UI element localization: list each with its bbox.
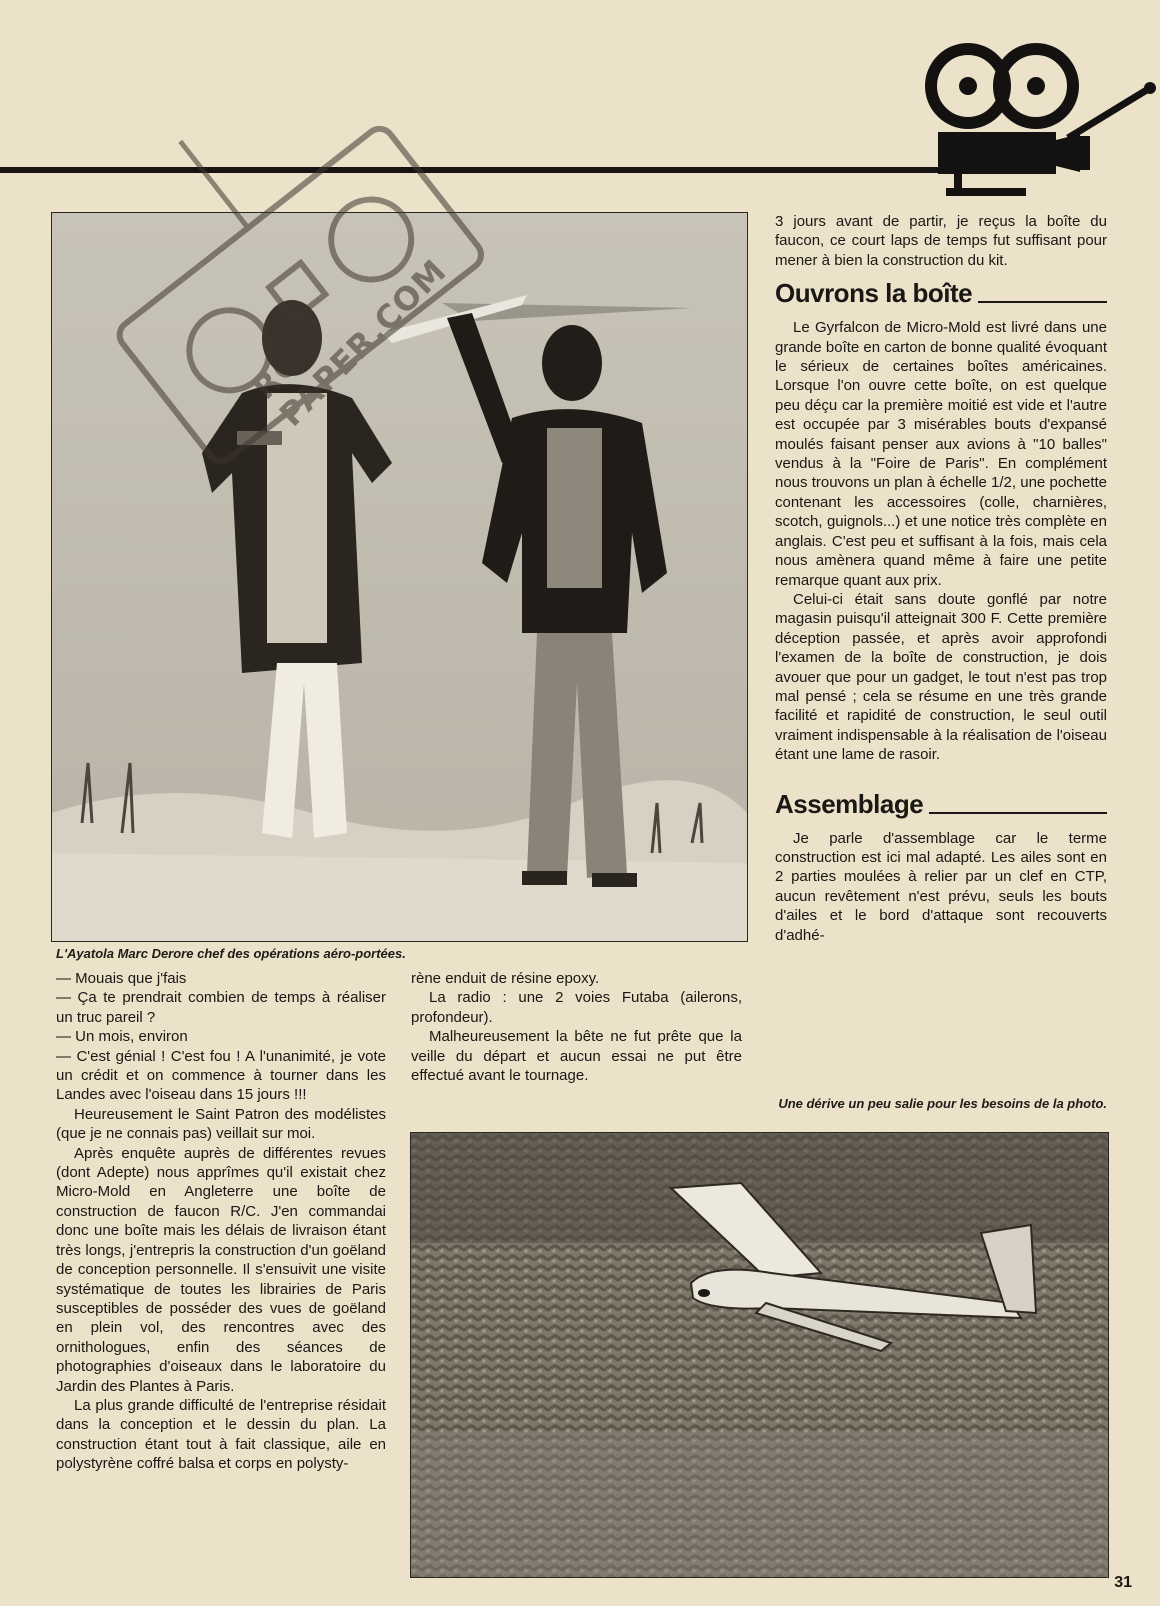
page-number: 31: [1114, 1574, 1132, 1591]
text-column-left: [56, 969, 386, 1474]
text-column-right: [775, 212, 1107, 945]
photo-glider: [410, 1132, 1109, 1578]
photo-caption: Une dérive un peu salie pour les besoins de la photo.: [778, 1096, 1107, 1111]
paragraph: La radio : une 2 voies Futaba (ailerons, profondeur).: [411, 989, 742, 1026]
heading-ouvrons: Ouvrons la boîte: [775, 278, 973, 309]
paragraph: Je parle d'assemblage car le terme construction est ici mal adapté. Les ailes sont en 2 parties moulées à relier par un clef en CTP, aucun revêtement n'est prévu, seuls les bouts d'ailes et le bord d'attaque sont recouverts d'adhé-: [775, 829, 1107, 944]
paragraph: 3 jours avant de partir, je reçus la boîte du faucon, ce court laps de temps fut suffisant pour mener à bien la construction du kit.: [775, 213, 1107, 269]
heading-rule: [978, 301, 1107, 303]
paragraph: Malheureusement la bête ne fut prête que la veille du départ et aucun essai ne put être effectué avant le tournage.: [411, 1028, 742, 1085]
paragraph: — Ça te prendrait combien de temps à réaliser un truc pareil ?: [56, 989, 386, 1026]
paragraph: Après enquête auprès de différentes revues (dont Adepte) nous apprîmes qu'il existait chez Micro-Mold en Angleterre une boîte de construction de faucon R/C. J'en commandai donc une boîte mais les délais de livraison étant très longs, j'entrepris la construction d'un goëland de conception personnelle. Il s'ensuivit une visite systématique de toutes les librairies de Paris susceptibles de posséder des vues de goëland en plein vol, des rencontres avec des ornithologues, enfin des séances de photographies d'oiseaux dans le laboratoire du Jardin des Plantes à Paris.: [56, 1144, 386, 1395]
text-column-middle: [411, 969, 742, 1085]
section-heading: [775, 278, 1107, 308]
film-camera-icon: [918, 40, 1158, 200]
radio-transmitter-icon: [80, 80, 510, 480]
paragraph: Le Gyrfalcon de Micro-Mold est livré dans une grande boîte en carton de bonne qualité évoquant le sérieux de certaines boîtes américaines. Lorsque l'on ouvre cette boîte, on est quelque peu déçu car la première moitié est vide et l'autre est occupée par 3 misérables bouts d'expansé moulés faisant penser aux avions à "10 balles" vendus à la "Foire de Paris". En complément nous trouvons un plan à échelle 1/2, une pochette contenant les accessoires (colle, charnières, scotch, guignols...) et une notice très complète en anglais. C'est peu et suffisant à la fois, mais cela nous amènera quand même à faire une petite remarque quant aux prix.: [775, 319, 1107, 589]
paragraph: rène enduit de résine epoxy.: [411, 970, 600, 987]
heading-assemblage: Assemblage: [775, 788, 924, 819]
paragraph: La plus grande difficulté de l'entreprise résidait dans la conception et le dessin du plan. La construction étant tout à fait classique, aile en polystyrène coffré balsa et corps en polysty-: [56, 1396, 386, 1473]
paragraph: Heureusement le Saint Patron des modélistes (que je ne connais pas) veillait sur moi.: [56, 1105, 386, 1143]
paragraph: Celui-ci était sans doute gonflé par notre magasin puisqu'il atteignait 300 F. Cette première déception passée, et après avoir approfondi l'examen de la boîte de construction, je dois avouer que pour un gadget, le tout n'est pas trop mal pensé ; cela se résume en une très grande facilité et rapidité de construction, le seul outil vraiment indispensable à la réalisation de l'oiseau étant une lame de rasoir.: [775, 590, 1107, 764]
paragraph: — Mouais que j'fais: [56, 970, 187, 987]
heading-rule: [929, 812, 1107, 814]
section-heading: [775, 789, 1107, 819]
photo-caption: L'Ayatola Marc Derore chef des opérations aéro-portées.: [56, 946, 406, 961]
paragraph: — Un mois, environ: [56, 1028, 188, 1046]
paragraph: — C'est génial ! C'est fou ! A l'unanimité, je vote un crédit et on commence à tourner dans les Landes avec l'oiseau dans 15 jours !!!: [56, 1047, 386, 1104]
watermark-text: RC-PAPER.COM: [245, 251, 454, 434]
